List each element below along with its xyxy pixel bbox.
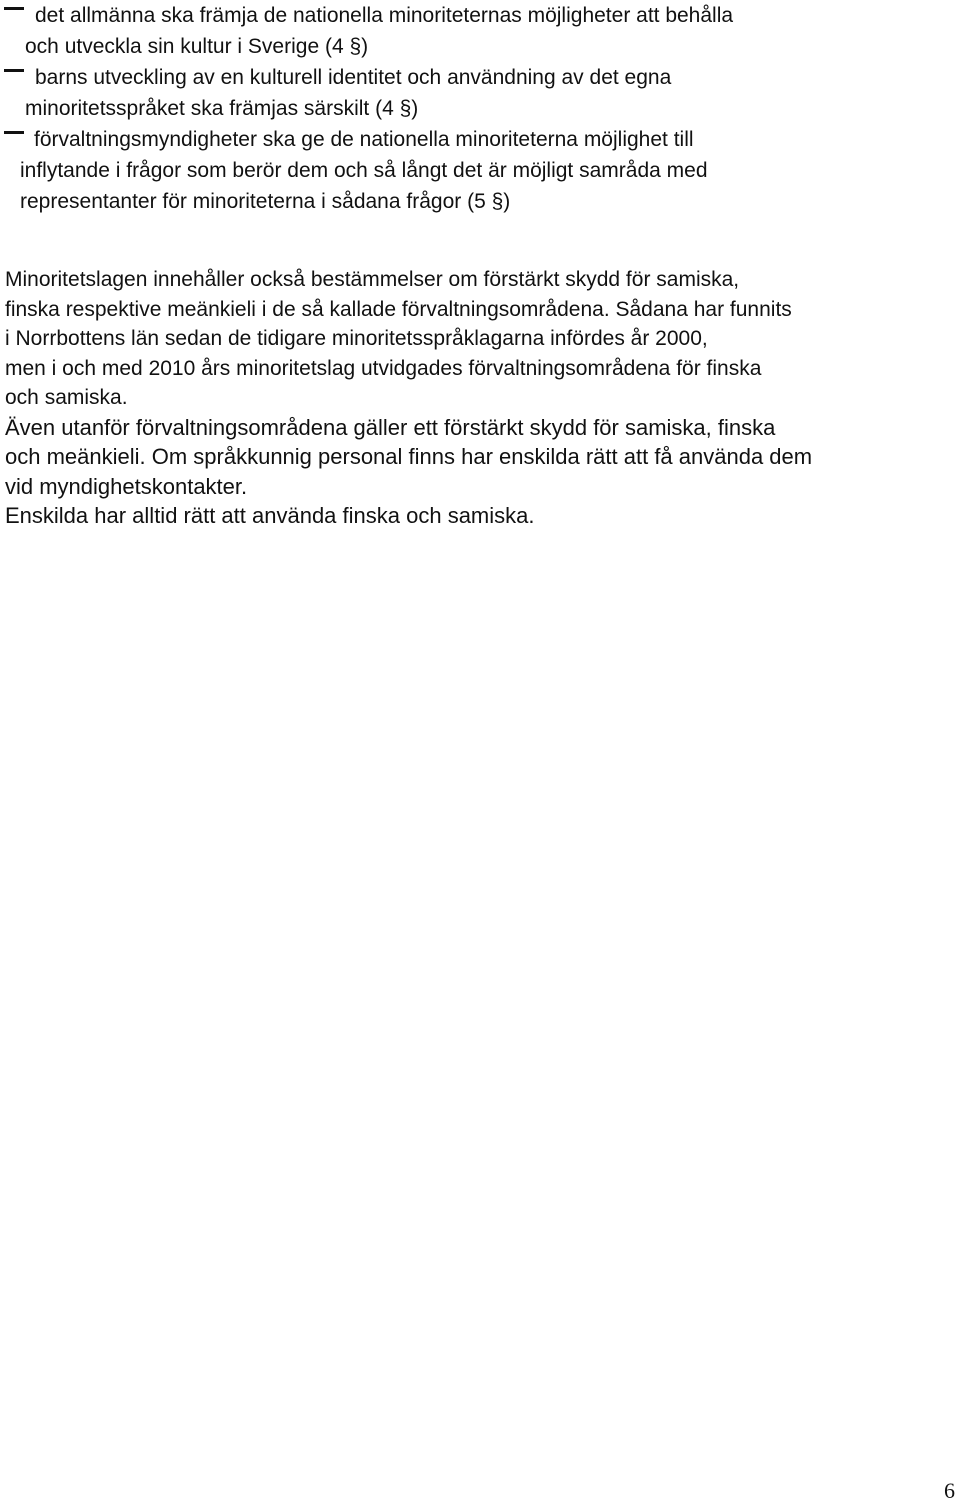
dash-bullet-icon [4, 7, 24, 10]
text-line: Även utanför förvaltningsområdena gäller ett förstärkt skydd för samiska, finska [5, 414, 776, 440]
bullet-item [0, 124, 960, 217]
dash-bullet-icon [4, 131, 24, 134]
bullet-text [25, 62, 960, 124]
paragraph [5, 265, 955, 413]
text-line: inflytande i frågor som berör dem och så långt det är möjligt samråda med [20, 159, 708, 182]
page-number: 6 [944, 1478, 955, 1503]
paragraph [5, 501, 955, 531]
text-line: men i och med 2010 års minoritetslag utvidgades förvaltningsområdena för finska [5, 356, 762, 380]
text-line: och samiska. [5, 386, 128, 409]
text-line: och meänkieli. Om språkkunnig personal finns har enskilda rätt att få använda dem [5, 444, 813, 469]
dash-bullet-icon [4, 69, 24, 72]
text-line: minoritetsspråket ska främjas särskilt (4 §) [25, 97, 419, 120]
text-line: i Norrbottens län sedan de tidigare minoritetsspråklagarna infördes år 2000, [5, 327, 708, 350]
paragraph [5, 413, 955, 502]
bullet-list [0, 0, 960, 217]
bullet-item [0, 62, 960, 124]
body-text [5, 265, 955, 531]
text-line: representanter för minoriteterna i sådana frågor (5 §) [20, 190, 511, 213]
text-line: finska respektive meänkieli i de så kallade förvaltningsområdena. Sådana har funnits [5, 297, 792, 321]
text-line: det allmänna ska främja de nationella minoriteternas möjligheter att behålla [35, 4, 734, 27]
text-line: Minoritetslagen innehåller också bestämmelser om förstärkt skydd för samiska, [5, 268, 740, 291]
text-line: och utveckla sin kultur i Sverige (4 §) [25, 35, 369, 58]
bullet-text [20, 124, 960, 217]
bullet-item [0, 0, 960, 62]
text-line: barns utveckling av en kulturell identitet och användning av det egna [35, 66, 672, 89]
text-line: vid myndighetskontakter. [5, 473, 248, 499]
text-line: Enskilda har alltid rätt att använda finska och samiska. [5, 503, 535, 528]
bullet-text [25, 0, 960, 62]
text-line: förvaltningsmyndigheter ska ge de nationella minoriteterna möjlighet till [34, 128, 694, 151]
